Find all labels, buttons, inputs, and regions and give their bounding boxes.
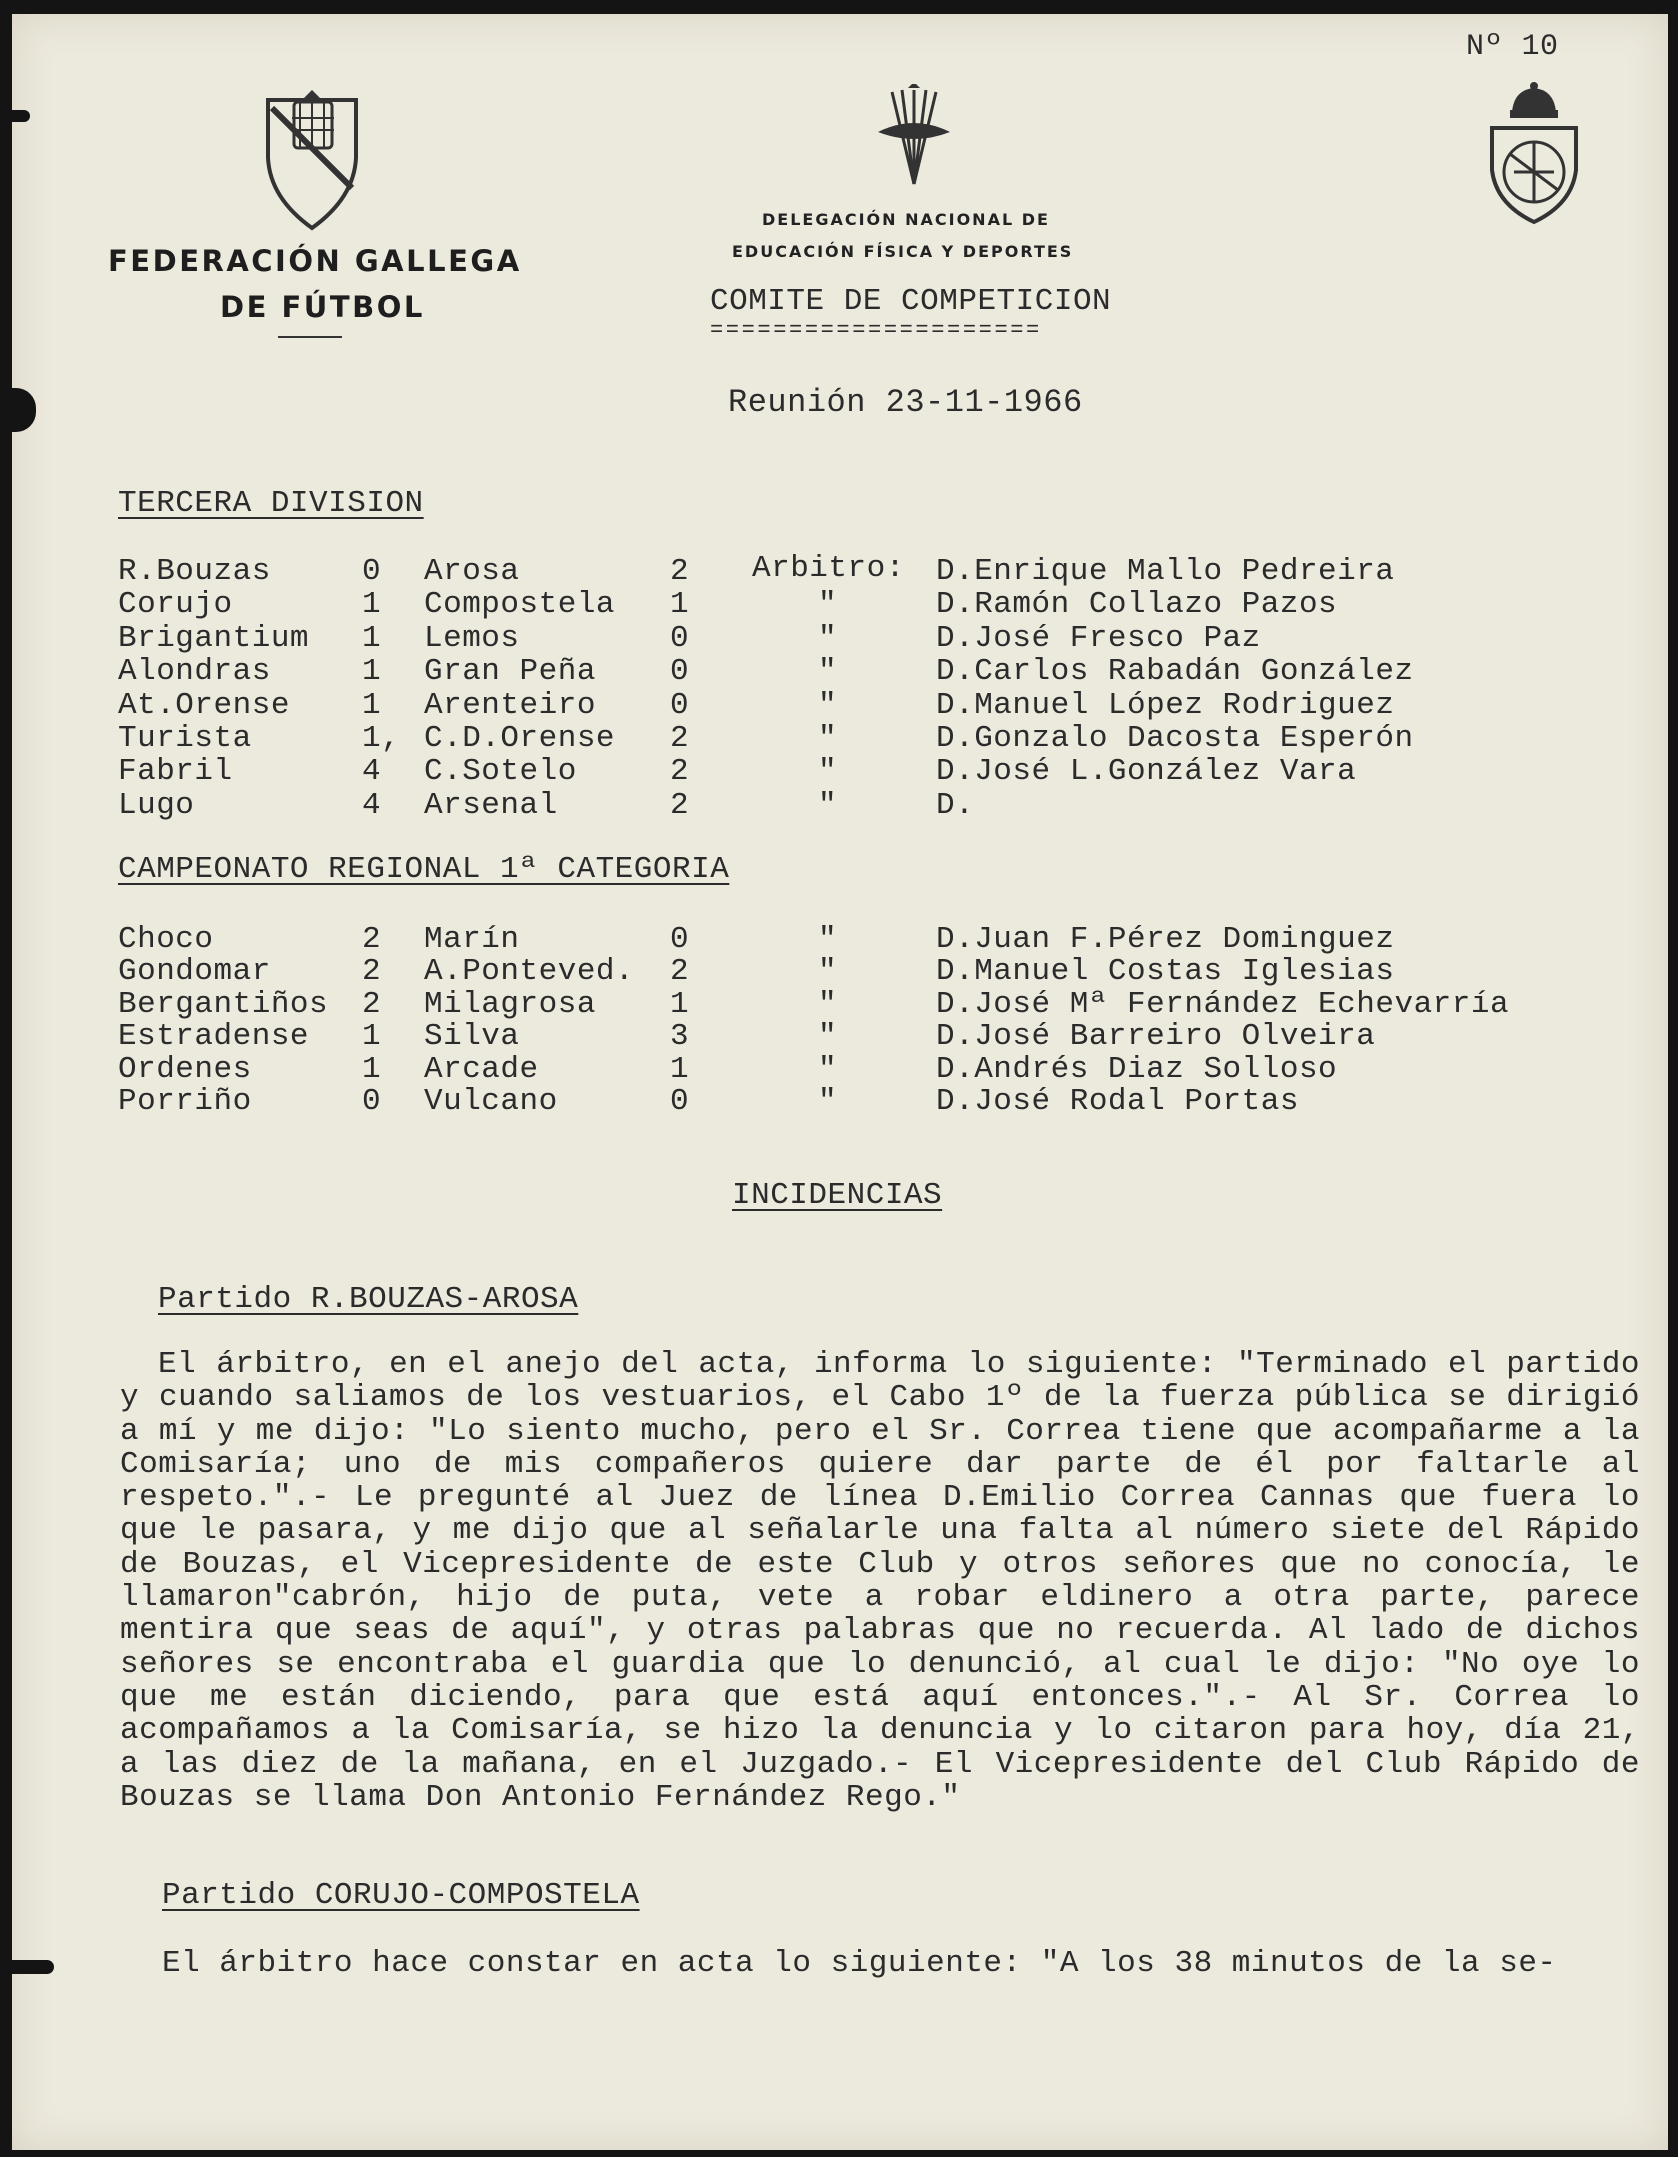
match-away: Compostela — [424, 587, 616, 623]
match-hg: 0 — [362, 554, 382, 589]
match-hg: 1, — [362, 721, 401, 756]
match-away: Milagrosa — [424, 986, 596, 1022]
document-number: Nº 10 — [1466, 30, 1559, 64]
match-away: Marín — [424, 922, 520, 957]
match-ditto: " — [818, 954, 838, 990]
match-referee: D.José Barreiro Olveira — [936, 1019, 1376, 1055]
match-ditto: " — [818, 721, 838, 756]
match-home: Estradense — [118, 1019, 310, 1055]
match-home: Alondras — [118, 654, 271, 690]
match-home: Bergantiños — [118, 986, 329, 1022]
federation-name: FEDERACIÓN GALLEGA — [108, 244, 522, 278]
match-ditto: " — [818, 687, 838, 723]
match-home: Lugo — [118, 787, 195, 823]
match-home: Brigantium — [118, 620, 310, 656]
match-referee: D.Manuel Costas Iglesias — [936, 954, 1395, 990]
match-ditto: " — [818, 754, 838, 790]
federation-name-line2: DE FÚTBOL — [220, 290, 425, 324]
match-ditto: " — [818, 1019, 838, 1055]
match-ditto: " — [818, 922, 838, 957]
title-double-rule: ===================== — [710, 318, 1042, 343]
match-hg: 4 — [362, 754, 382, 790]
match-referee: D.Carlos Rabadán González — [936, 654, 1414, 690]
match-ag: 0 — [670, 620, 690, 656]
match-ditto: " — [818, 654, 838, 690]
match-home: Fabril — [118, 754, 233, 790]
referee-label: Arbitro: — [752, 551, 905, 586]
match-hg: 1 — [362, 1051, 382, 1087]
match-ditto: " — [818, 587, 838, 623]
match-ag: 2 — [670, 787, 690, 823]
match-ditto: " — [818, 787, 838, 823]
match-ditto: " — [818, 1051, 838, 1087]
federation-crest-icon — [262, 88, 362, 234]
section-heading-regional: CAMPEONATO REGIONAL 1ª CATEGORIA — [118, 852, 730, 887]
match-ditto: " — [818, 1084, 838, 1119]
match-away: Lemos — [424, 620, 520, 656]
match-home: Ordenes — [118, 1051, 252, 1087]
match-away: Arsenal — [424, 787, 558, 823]
match-hg: 2 — [362, 954, 382, 990]
match-away: Gran Peña — [424, 654, 596, 690]
match-away: Arosa — [424, 554, 520, 589]
match-referee: D.Gonzalo Dacosta Esperón — [936, 721, 1414, 756]
match1-report: El árbitro, en el anejo del acta, informa lo siguiente: "Terminado el partido y cuando saliamos de los vestuarios, el Cabo 1º de la fuerza pública se dirigió a mí y me dijo: "Lo siento mucho, pero el Sr. Correa tiene que acompañarme a la Comisaría; uno de mis compañeros quiere dar parte de él por faltarle al respeto.".- Le pregunté al Juez de línea D.Emilio Correa Cannas que fuera lo que le pasara, y me dijo que al señalarle una falta al número siete del Rápido de Bouzas, el Vicepresidente de este Club y otros señores que no conocía, le llamaron"cabrón, hijo de puta, vete a robar eldinero a otra parte, parece mentira que seas de aquí", y otras palabras que no recuerda. Al lado de dichos señores se encontraba el guardia que lo denunció, al cual le dijo: "No oye lo que me están diciendo, para que está aquí entonces.".- Al Sr. Correa lo acompañamos a la Comisaría, se hizo la denuncia y lo citaron para hoy, día 21, a las diez de la mañana, en el Juzgado.- El Vicepresidente del Club Rápido de Bouzas se llama Don Antonio Fernández Rego." — [120, 1347, 1640, 1815]
match-referee: D.José Mª Fernández Echevarría — [936, 986, 1510, 1022]
match-referee: D.Juan F.Pérez Dominguez — [936, 922, 1395, 957]
match-ag: 2 — [670, 554, 690, 589]
match-home: Turista — [118, 721, 252, 756]
meeting-date: Reunión 23-11-1966 — [728, 384, 1083, 421]
match-home: R.Bouzas — [118, 554, 271, 589]
match-referee: D.José Fresco Paz — [936, 620, 1261, 656]
match2-report: El árbitro hace constar en acta lo siguiente: "A los 38 minutos de la se- — [162, 1946, 1557, 1981]
binder-hole — [0, 388, 36, 432]
match-hg: 1 — [362, 654, 382, 690]
match-hg: 0 — [362, 1084, 382, 1119]
match-home: Corujo — [118, 587, 233, 623]
match-away: C.Sotelo — [424, 754, 577, 790]
match-ag: 1 — [670, 587, 690, 623]
match-referee: D.Manuel López Rodriguez — [936, 687, 1395, 723]
match-ag: 3 — [670, 1019, 690, 1055]
match-ag: 0 — [670, 1084, 690, 1119]
match-referee: D. — [936, 787, 975, 823]
match-home: At.Orense — [118, 687, 290, 723]
match-home: Choco — [118, 922, 214, 957]
match-home: Porriño — [118, 1084, 252, 1119]
binder-hole — [0, 1960, 54, 1974]
match-hg: 1 — [362, 1019, 382, 1055]
committee-title: COMITE DE COMPETICION — [710, 284, 1112, 319]
delegation-line1: DELEGACIÓN NACIONAL DE — [762, 210, 1050, 229]
match-away: C.D.Orense — [424, 721, 616, 756]
match-away: Vulcano — [424, 1084, 558, 1119]
match-hg: 2 — [362, 922, 382, 957]
match-referee: D.Enrique Mallo Pedreira — [936, 554, 1395, 589]
match-referee: D.José L.González Vara — [936, 754, 1357, 790]
match-ag: 0 — [670, 687, 690, 723]
match-away: Silva — [424, 1019, 520, 1055]
match-hg: 4 — [362, 787, 382, 823]
royal-crest-icon — [1484, 80, 1584, 228]
match-away: Arenteiro — [424, 687, 596, 723]
match2-title: Partido CORUJO-COMPOSTELA — [162, 1878, 640, 1913]
match-referee: D.Ramón Collazo Pazos — [936, 587, 1338, 623]
match-ag: 1 — [670, 986, 690, 1022]
match-away: A.Ponteved. — [424, 954, 635, 990]
match-ag: 1 — [670, 1051, 690, 1087]
match-away: Arcade — [424, 1051, 539, 1087]
section-heading-incidencias: INCIDENCIAS — [732, 1178, 943, 1213]
match-ag: 0 — [670, 654, 690, 690]
match-ag: 2 — [670, 954, 690, 990]
match-ditto: " — [818, 986, 838, 1022]
match-hg: 1 — [362, 587, 382, 623]
yoke-arrows-emblem-icon — [872, 84, 956, 194]
binder-hole — [0, 110, 30, 122]
match-ag: 2 — [670, 721, 690, 756]
match-ditto: " — [818, 620, 838, 656]
match1-title: Partido R.BOUZAS-AROSA — [158, 1282, 579, 1317]
match-hg: 2 — [362, 986, 382, 1022]
match-referee: D.José Rodal Portas — [936, 1084, 1299, 1119]
match-referee: D.Andrés Diaz Solloso — [936, 1051, 1338, 1087]
match-ag: 0 — [670, 922, 690, 957]
match-ag: 2 — [670, 754, 690, 790]
delegation-line2: EDUCACIÓN FÍSICA Y DEPORTES — [732, 242, 1074, 261]
match-hg: 1 — [362, 687, 382, 723]
section-heading-tercera: TERCERA DIVISION — [118, 486, 424, 521]
match-hg: 1 — [362, 620, 382, 656]
match-home: Gondomar — [118, 954, 271, 990]
federation-rule — [278, 336, 342, 338]
